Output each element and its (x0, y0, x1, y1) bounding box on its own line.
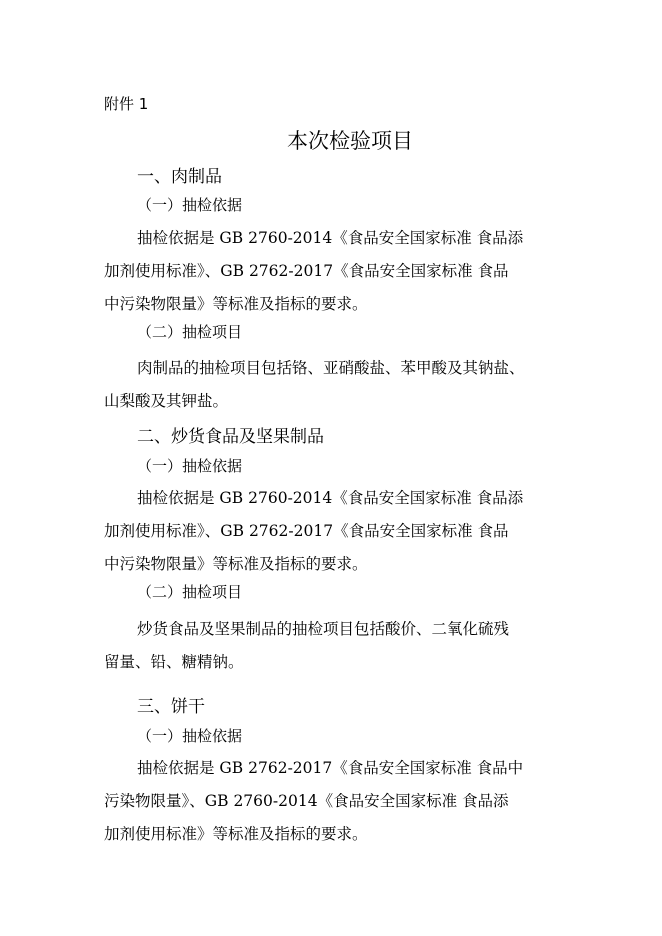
text-line: 加剂使用标准》等标准及指标的要求。 (104, 825, 368, 843)
paragraph-basis-3 (104, 752, 574, 851)
text-line: 污染物限量》、GB 2760-2014《食品安全国家标准 食品添 (104, 792, 509, 810)
text-line: 加剂使用标准》、GB 2762-2017《食品安全国家标准 食品 (104, 522, 509, 540)
text-line: 山梨酸及其钾盐。 (104, 392, 229, 410)
paragraph-items-2 (104, 613, 574, 679)
text-line: 加剂使用标准》、GB 2762-2017《食品安全国家标准 食品 (104, 262, 509, 280)
annex-label: 附件 1 (104, 95, 149, 113)
section-heading-nuts: 二、炒货食品及坚果制品 (137, 427, 324, 447)
section-heading-biscuits: 三、饼干 (137, 697, 205, 717)
subheading-items-2: （二）抽检项目 (137, 583, 243, 601)
subheading-basis-1: （一）抽检依据 (137, 196, 243, 214)
text-line: 抽检依据是 GB 2762-2017《食品安全国家标准 食品中 (137, 759, 524, 777)
page-title: 本次检验项目 (287, 129, 413, 153)
text-line: 肉制品的抽检项目包括铬、亚硝酸盐、苯甲酸及其钠盐、 (137, 359, 525, 377)
subheading-basis-2: （一）抽检依据 (137, 457, 243, 475)
paragraph-basis-1 (104, 222, 574, 321)
text-line: 中污染物限量》等标准及指标的要求。 (104, 295, 368, 313)
subheading-basis-3: （一）抽检依据 (137, 727, 243, 745)
paragraph-items-1 (104, 352, 574, 418)
text-line: 抽检依据是 GB 2760-2014《食品安全国家标准 食品添 (137, 489, 524, 507)
text-line: 中污染物限量》等标准及指标的要求。 (104, 555, 368, 573)
section-heading-meat: 一、肉制品 (137, 167, 222, 187)
text-line: 炒货食品及坚果制品的抽检项目包括酸价、二氧化硫残 (137, 620, 510, 638)
text-line: 抽检依据是 GB 2760-2014《食品安全国家标准 食品添 (137, 229, 524, 247)
text-line: 留量、铅、糖精钠。 (104, 653, 244, 671)
subheading-items-1: （二）抽检项目 (137, 323, 243, 341)
paragraph-basis-2 (104, 482, 574, 581)
